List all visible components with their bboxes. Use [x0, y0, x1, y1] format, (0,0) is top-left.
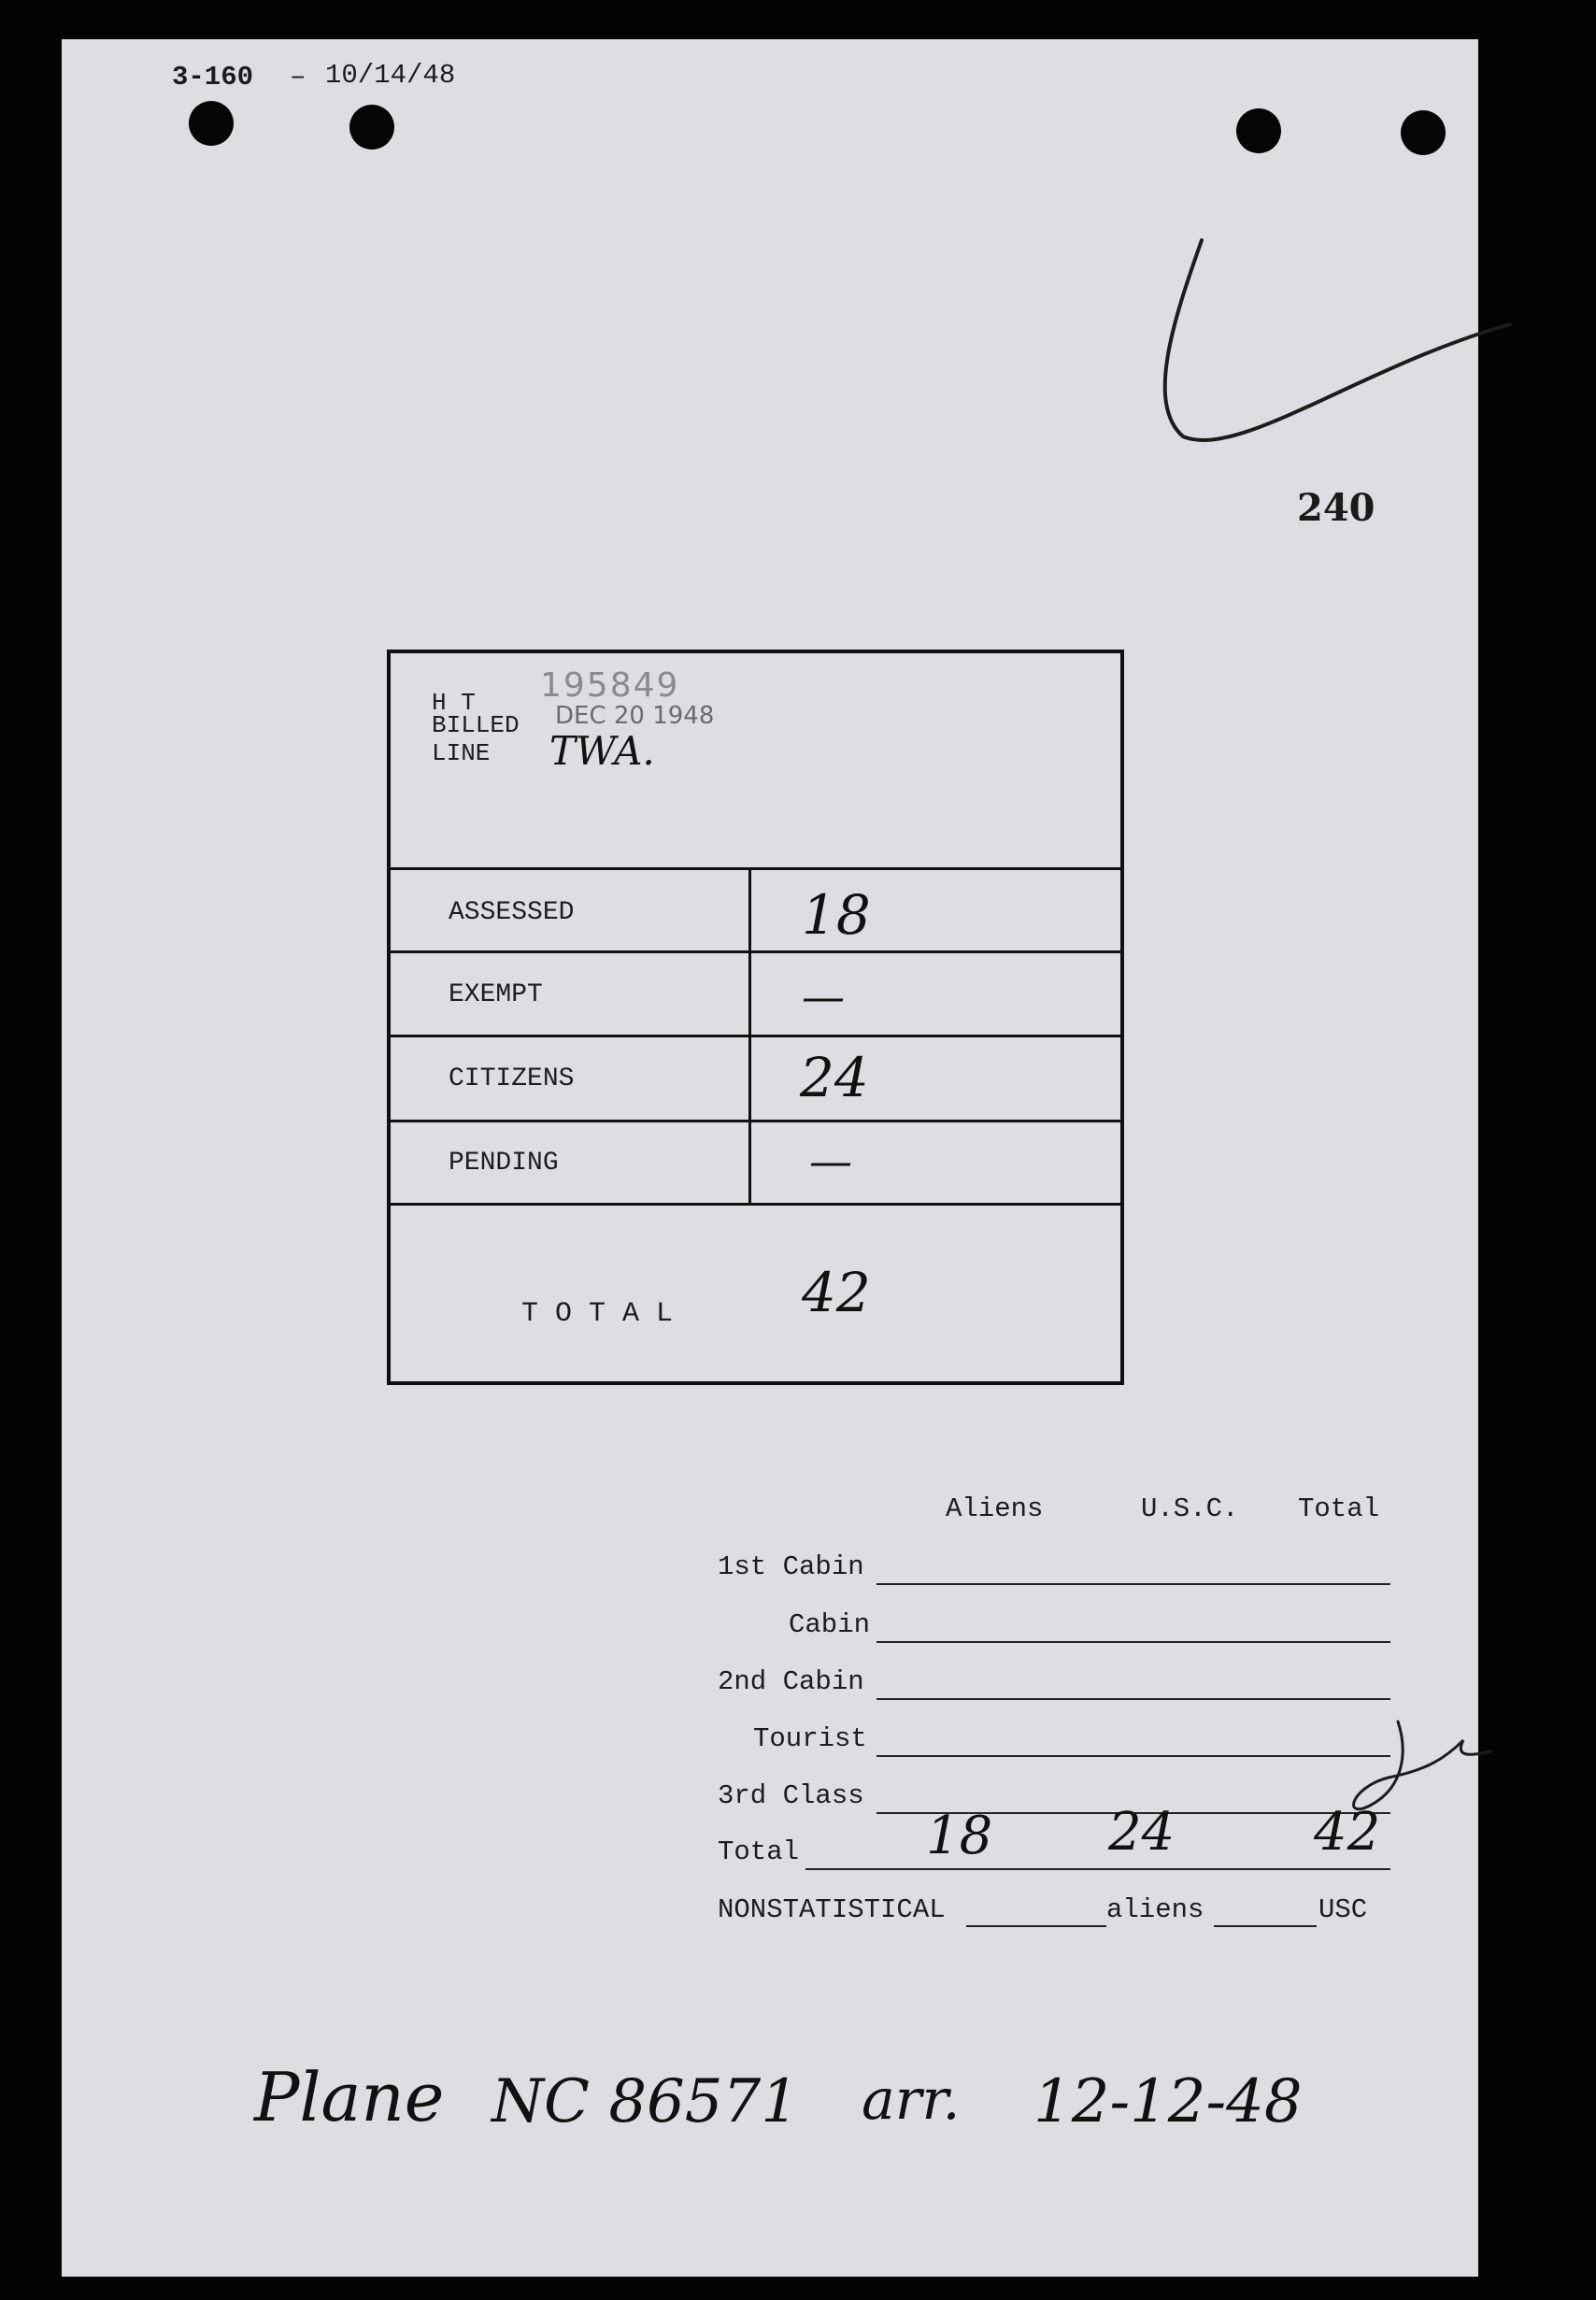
form-date: 10/14/48: [325, 60, 456, 91]
stamp-divider: [391, 1203, 1120, 1206]
citizens-value: 24: [800, 1046, 869, 1109]
row-label-total: Total: [718, 1836, 800, 1867]
stamp-label-ht: H T: [432, 689, 476, 717]
inspection-stamp: [387, 650, 1124, 1385]
total-total-value: 42: [1314, 1802, 1381, 1863]
nonstat-usc-line: [1214, 1925, 1317, 1927]
nonstat-usc-label: USC: [1318, 1894, 1368, 1925]
punch-hole: [349, 105, 394, 150]
row-label-3rd-class: 3rd Class: [718, 1780, 864, 1811]
row-line: [876, 1698, 1390, 1700]
stamp-divider: [391, 1035, 1120, 1037]
row-line: [876, 1641, 1390, 1643]
row-label-1st-cabin: 1st Cabin: [718, 1551, 864, 1582]
stamp-label-line: LINE: [432, 739, 491, 767]
total-value: 42: [802, 1261, 871, 1324]
row-label-2nd-cabin: 2nd Cabin: [718, 1666, 864, 1697]
column-header-usc: U.S.C.: [1141, 1493, 1239, 1524]
pending-value: —: [809, 1136, 852, 1186]
nonstatistical-label: NONSTATISTICAL: [718, 1894, 946, 1925]
page-number: 240: [1297, 486, 1375, 530]
stamp-divider: [391, 1120, 1120, 1122]
nonstat-aliens-label: aliens: [1106, 1894, 1204, 1925]
pending-label: PENDING: [449, 1149, 559, 1178]
stamp-divider: [391, 950, 1120, 953]
punch-hole: [1236, 108, 1281, 153]
assessed-label: ASSESSED: [449, 898, 575, 927]
document-page: [62, 39, 1478, 2277]
column-header-aliens: Aliens: [946, 1493, 1044, 1524]
punch-hole: [1401, 110, 1446, 155]
stamp-label-billed: BILLED: [432, 711, 520, 739]
nonstat-aliens-line: [966, 1925, 1106, 1927]
check-mark-icon: [1080, 189, 1529, 488]
row-line: [805, 1868, 1390, 1870]
total-aliens-value: 18: [926, 1806, 993, 1866]
note-plane: Plane: [254, 2058, 445, 2136]
citizens-label: CITIZENS: [449, 1064, 575, 1093]
stamp-column-divider: [748, 867, 751, 1203]
column-header-total: Total: [1298, 1493, 1380, 1524]
exempt-value: —: [802, 971, 845, 1021]
row-label-tourist: Tourist: [753, 1723, 867, 1754]
form-reference: 3-160: [172, 62, 254, 93]
stamp-divider: [391, 867, 1120, 870]
assessed-value: 18: [802, 883, 871, 947]
stamp-number: 195849: [540, 666, 680, 705]
punch-hole: [189, 101, 234, 146]
note-tail-number: NC 86571: [492, 2067, 799, 2136]
billed-line-value: TWA.: [549, 728, 655, 774]
row-label-cabin: Cabin: [789, 1609, 871, 1640]
total-usc-value: 24: [1108, 1802, 1176, 1863]
row-line: [876, 1755, 1390, 1757]
form-date-dash: –: [290, 62, 306, 93]
row-line: [876, 1583, 1390, 1585]
total-label: T O T A L: [521, 1298, 674, 1330]
stamp-date: DEC 20 1948: [555, 702, 715, 730]
initials-signature: [1332, 1684, 1519, 1852]
note-date: 12-12-48: [1033, 2067, 1303, 2136]
note-arr: arr.: [862, 2067, 961, 2133]
exempt-label: EXEMPT: [449, 980, 543, 1009]
